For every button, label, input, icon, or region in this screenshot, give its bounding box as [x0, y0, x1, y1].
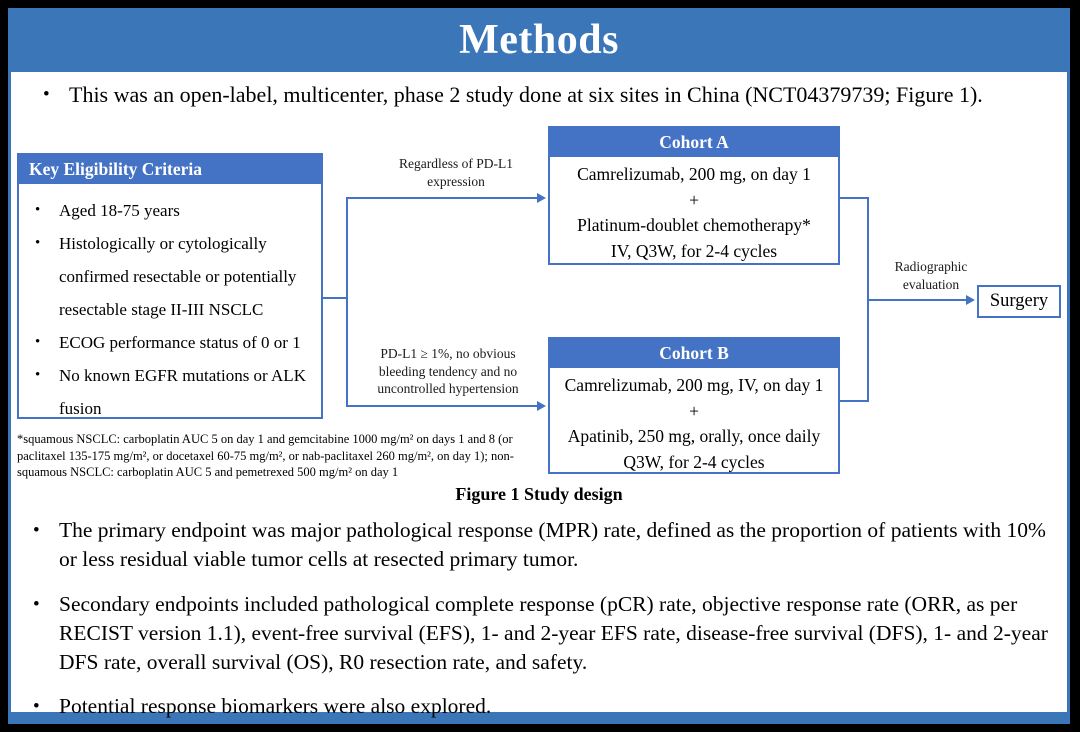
- primary-endpoint-bullet: [33, 516, 1053, 574]
- chemotherapy-footnote: *squamous NSCLC: carboplatin AUC 5 on day 1 and gemcitabine 1000 mg/m² on days 1 and 8 (or paclitaxel 135-175 mg/m², or docetaxel 60-75 mg/m², or nab-paclitaxel 260 mg/m², on day 1); non-squamous NSCLC: carboplatin AUC 5 and pemetrexed 500 mg/m² on day 1: [17, 432, 514, 479]
- radiographic-evaluation-label: Radiographic evaluation: [894, 259, 968, 292]
- arrow-to-cohort-a: [346, 197, 538, 199]
- figure-caption: Figure 1 Study design: [455, 484, 623, 504]
- branch-label-bottom: PD-L1 ≥ 1%, no obvious bleeding tendency and no uncontrolled hypertension: [377, 346, 519, 396]
- cohort-a-line: Platinum-doublet chemotherapy*: [577, 215, 811, 235]
- biomarkers-bullet: [33, 692, 1053, 721]
- primary-endpoint-text: The primary endpoint was major pathological response (MPR) rate, defined as the proportion of patients with 10% or less residual viable tumor cells at resected primary tumor.: [59, 518, 1046, 571]
- cohort-b-box: [548, 337, 840, 474]
- slide-title-bar: [11, 8, 1067, 72]
- connector-eligibility-out: [323, 297, 348, 299]
- cohort-a-header: Cohort A: [550, 128, 838, 157]
- surgery-box: [977, 285, 1061, 318]
- cohort-a-line: IV, Q3W, for 2-4 cycles: [610, 240, 778, 261]
- connector-cohort-b-out: [840, 400, 869, 402]
- biomarkers-text: Potential response biomarkers were also explored.: [59, 694, 492, 718]
- surgery-label: Surgery: [989, 291, 1049, 311]
- cohort-b-line: Q3W, for 2-4 cycles: [623, 451, 765, 472]
- arrow-to-cohort-b: [346, 405, 538, 407]
- cohort-b-line: +: [689, 400, 699, 421]
- cohort-b-line: Camrelizumab, 200 mg, IV, on day 1: [564, 375, 824, 395]
- intro-bullet-text: This was an open-label, multicenter, phase 2 study done at six sites in China (NCT04379739; Figure 1).: [69, 82, 983, 107]
- connector-branch-vertical: [346, 197, 348, 407]
- eligibility-box: [17, 153, 323, 419]
- branch-label-top: Regardless of PD-L1 expression: [399, 156, 513, 189]
- cohort-b-header: Cohort B: [550, 339, 838, 368]
- methods-slide: [8, 8, 1070, 724]
- arrow-to-surgery: [867, 299, 967, 301]
- cohort-a-line: Camrelizumab, 200 mg, on day 1: [577, 164, 811, 184]
- cohort-a-line: +: [689, 189, 699, 210]
- secondary-endpoints-bullet: [33, 590, 1053, 677]
- eligibility-item: • ECOG performance status of 0 or 1: [33, 326, 315, 359]
- slide-title: Methods: [459, 17, 619, 63]
- cohort-b-line: Apatinib, 250 mg, orally, once daily: [567, 426, 821, 446]
- cohort-b-body: [550, 368, 838, 475]
- cohort-a-box: [548, 126, 840, 265]
- eligibility-header: Key Eligibility Criteria: [19, 155, 321, 184]
- eligibility-item: • Histologically or cytologically confirmed resectable or potentially resectable stage II-III NSCLC: [33, 227, 315, 326]
- secondary-endpoints-text: Secondary endpoints included pathological complete response (pCR) rate, objective response rate (ORR, as per RECIST version 1.1), event-free survival (EFS), 1- and 2-year EFS rate, disease-free survival (DFS), 1- and 2-year DFS rate, overall survival (OS), R0 resection rate, and safety.: [59, 592, 1048, 674]
- eligibility-item: • Aged 18-75 years: [33, 194, 315, 227]
- intro-bullet: [43, 80, 1053, 110]
- eligibility-item: • No known EGFR mutations or ALK fusion: [33, 359, 315, 425]
- connector-cohort-a-out: [840, 197, 869, 199]
- eligibility-list: [19, 184, 321, 425]
- cohort-a-body: [550, 157, 838, 264]
